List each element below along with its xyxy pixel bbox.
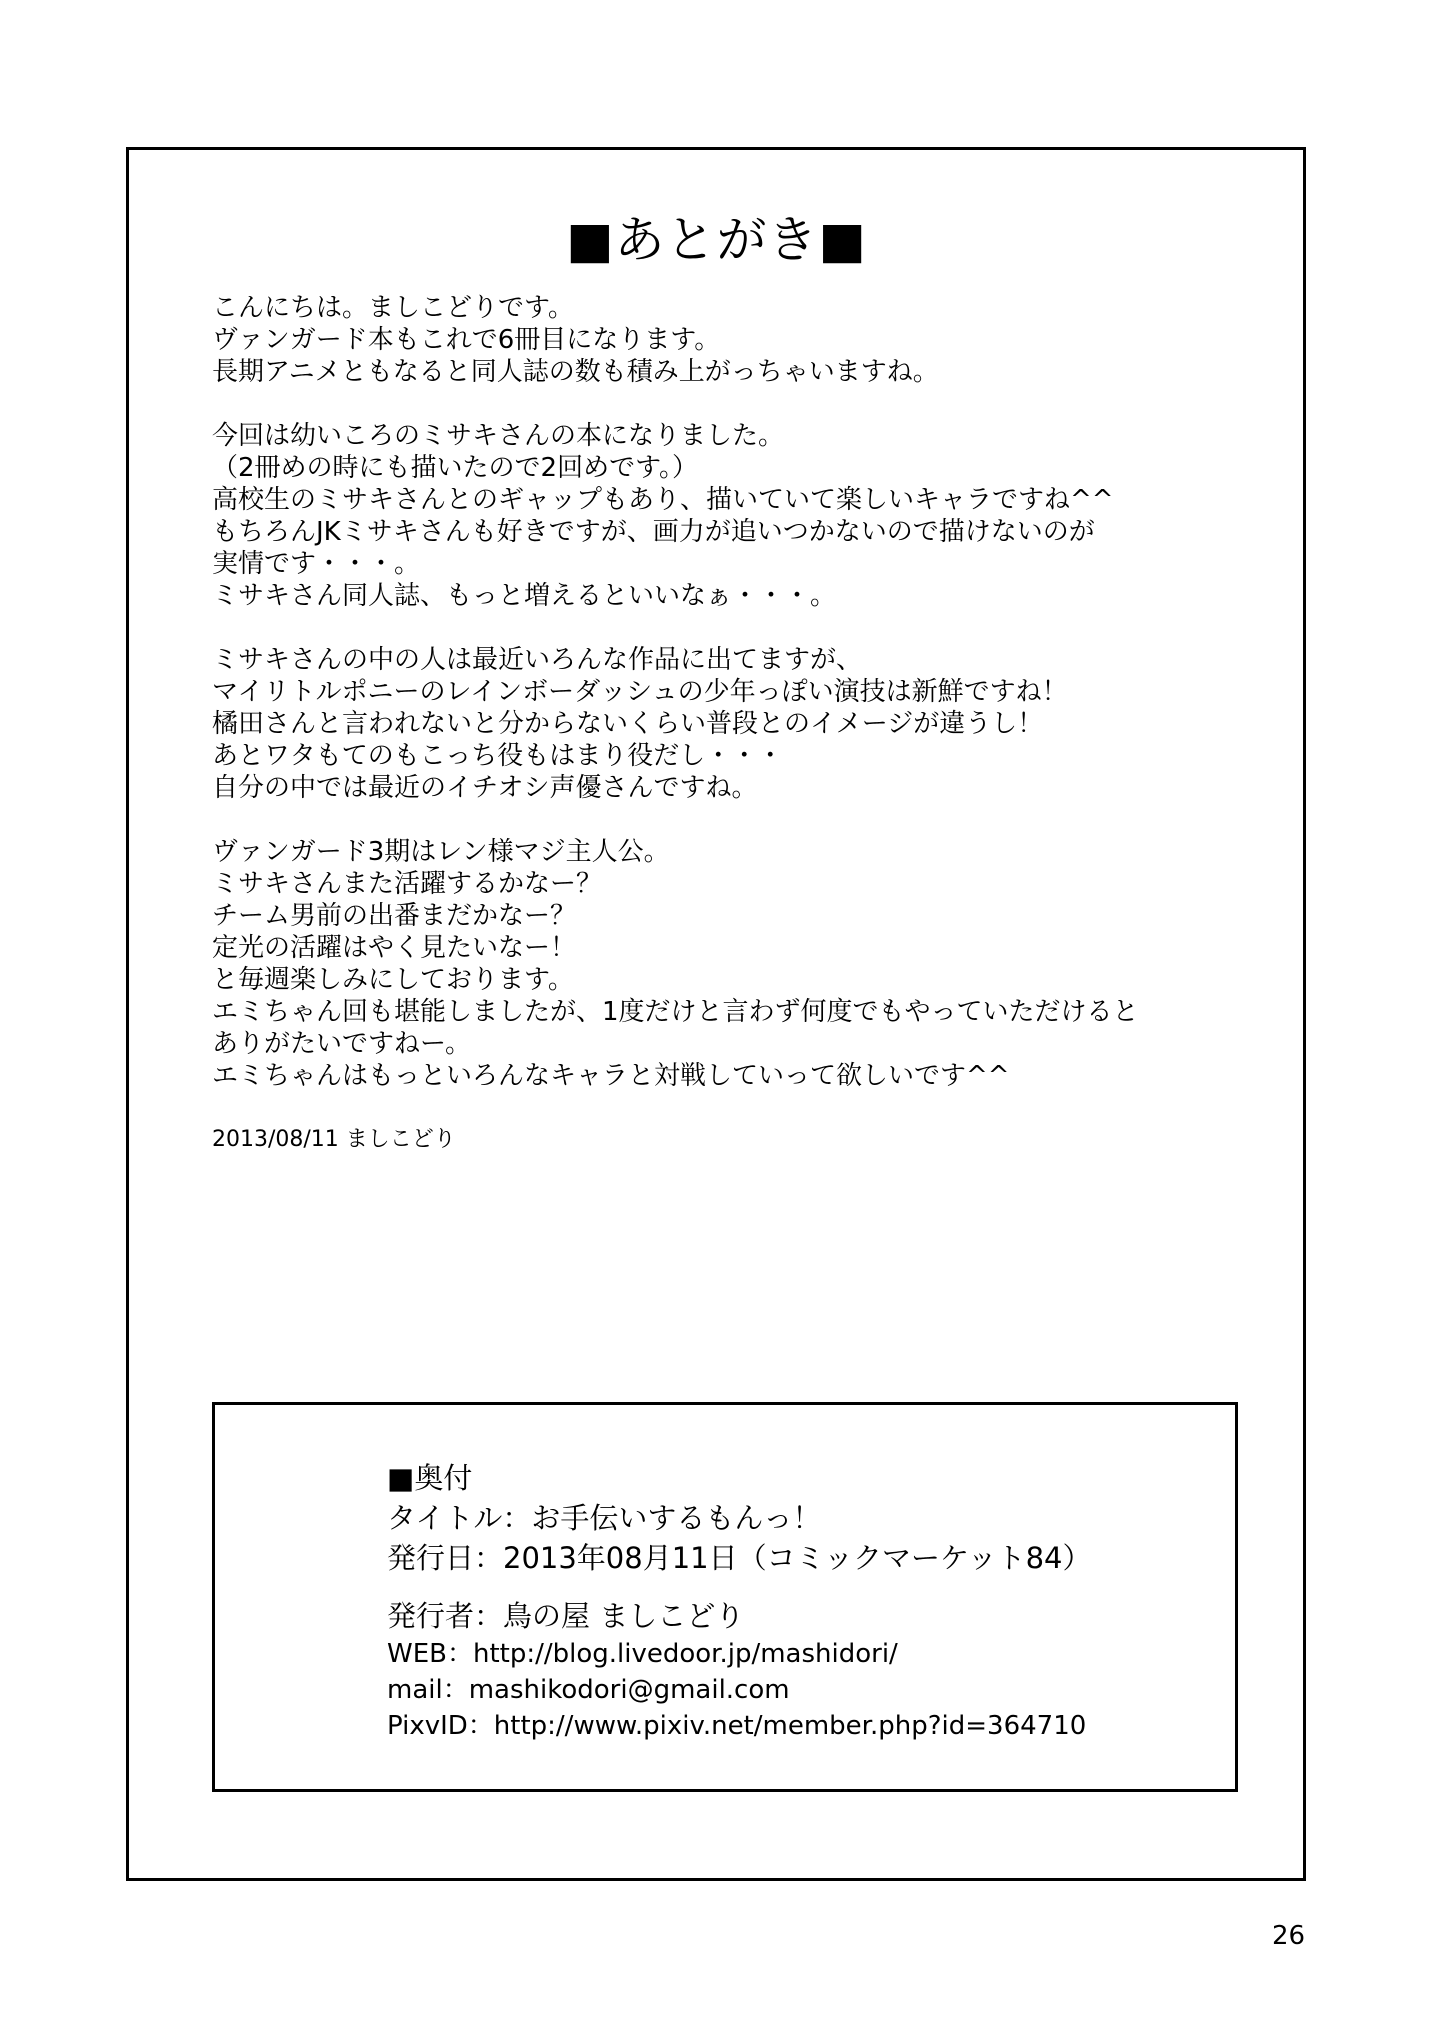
text-line: ミサキさん同人誌、もっと増えるといいなぁ・・・。 xyxy=(212,581,837,611)
colophon-publisher: 発行者：鳥の屋 ましこどり xyxy=(387,1599,745,1633)
text-line: と毎週楽しみにしております。 xyxy=(212,965,574,995)
text-line: 今回は幼いころのミサキさんの本になりました。 xyxy=(212,421,785,451)
text-line: マイリトルポニーのレインボーダッシュの少年っぽい演技は新鮮ですね！ xyxy=(212,677,1068,707)
text-line: ミサキさんまた活躍するかなー？ xyxy=(212,869,603,899)
afterword-body xyxy=(212,292,1272,1156)
text-line: （2冊めの時にも描いたので2回めです。） xyxy=(212,453,699,483)
colophon-title: タイトル：お手伝いするもんっ！ xyxy=(387,1501,822,1535)
text-line: あとワタもてのもこっち役もはまり役だし・・・ xyxy=(212,741,784,771)
text-line: もちろんJKミサキさんも好きですが、画力が追いつかないので描けないのが xyxy=(212,517,1095,547)
paragraph-greeting xyxy=(212,292,1272,388)
text-line: ミサキさんの中の人は最近いろんな作品に出てますが、 xyxy=(212,645,863,675)
text-line: 橘田さんと言われないと分からないくらい普段とのイメージが違うし！ xyxy=(212,709,1044,739)
colophon-date: 発行日：2013年08月11日（コミックマーケット84） xyxy=(387,1541,1092,1575)
colophon-web: WEB：http://blog.livedoor.jp/mashidori/ xyxy=(387,1639,898,1669)
paragraph-voice-actor xyxy=(212,644,1272,804)
colophon-heading: ■奥付 xyxy=(387,1461,473,1495)
signature-date: 2013/08/11 ましこどり xyxy=(212,1127,456,1152)
text-line: 高校生のミサキさんとのギャップもあり、描いていて楽しいキャラですね^^ xyxy=(212,485,1114,515)
text-line: 長期アニメともなると同人誌の数も積み上がっちゃいますね。 xyxy=(212,357,939,387)
text-line: ありがたいですねー。 xyxy=(212,1029,471,1059)
text-line: 自分の中では最近のイチオシ声優さんですね。 xyxy=(212,773,758,803)
afterword-title: ■あとがき■ xyxy=(566,211,867,269)
text-line: ヴァンガード3期はレン様マジ主人公。 xyxy=(212,837,670,867)
text-line: ヴァンガード本もこれで6冊目になります。 xyxy=(212,325,721,355)
page-number: 26 xyxy=(1272,1921,1306,1951)
colophon-spacer xyxy=(387,1578,1207,1596)
text-line: 実情です・・・。 xyxy=(212,549,421,579)
text-line: チーム男前の出番まだかなー？ xyxy=(212,901,577,931)
text-line: 定光の活躍はやく見たいなー！ xyxy=(212,933,577,963)
text-line: エミちゃんはもっといろんなキャラと対戦していって欲しいです^^ xyxy=(212,1061,1010,1091)
text-line: エミちゃん回も堪能しましたが、1度だけと言わず何度でもやっていただけると xyxy=(212,997,1139,1027)
paragraph-this-book xyxy=(212,420,1272,612)
colophon xyxy=(387,1458,1207,1744)
text-line: こんにちは。ましこどりです。 xyxy=(212,293,574,323)
colophon-mail: mail：mashikodori@gmail.com xyxy=(387,1675,790,1705)
colophon-pixiv: PixvID：http://www.pixiv.net/member.php?id=364710 xyxy=(387,1711,1087,1741)
paragraph-season-three xyxy=(212,836,1272,1092)
